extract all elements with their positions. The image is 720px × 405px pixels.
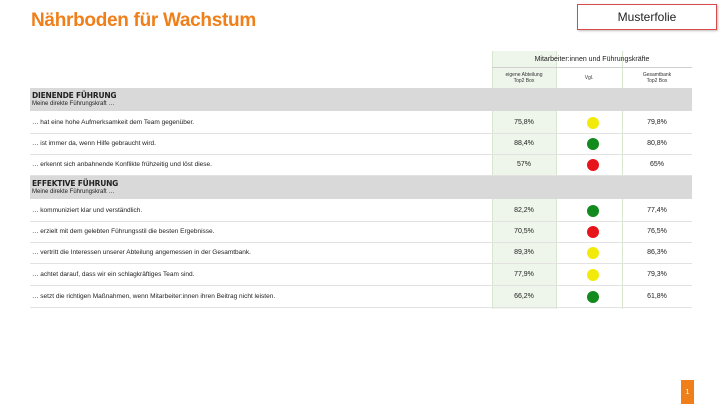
column-header-own-line1: eigene Abteilung [505,72,543,78]
bank-value: 61,8% [647,293,667,300]
column-header-bank [622,69,692,87]
section-header [30,88,692,111]
bank-value: 79,8% [647,119,667,126]
status-red-icon [587,159,599,171]
table-row [30,155,692,176]
bank-value: 77,4% [647,207,667,214]
table-row [30,243,692,264]
table-row [30,287,692,308]
musterfolie-badge: Musterfolie [577,4,717,30]
bank-value: 79,3% [647,271,667,278]
column-header-own-department [492,69,556,87]
own-department-value: 70,5% [514,228,534,235]
row-label: … vertritt die Interessen unserer Abteilung angemessen in der Gesamtbank. [32,249,251,256]
status-yellow-icon [587,117,599,129]
section-subtitle: Meine direkte Führungskraft … [32,101,115,107]
section-title: EFFEKTIVE FÜHRUNG [32,179,119,188]
status-green-icon [587,291,599,303]
table-row [30,201,692,222]
table-row [30,134,692,155]
bank-value: 76,5% [647,228,667,235]
row-label: … ist immer da, wenn Hilfe gebraucht wird. [32,140,156,147]
own-department-value: 88,4% [514,140,534,147]
own-department-value: 77,9% [514,271,534,278]
row-label: … erzielt mit dem gelebten Führungsstil die besten Ergebnisse. [32,228,215,235]
column-header-comparison-label: Vgl. [584,75,594,81]
bank-value: 86,3% [647,249,667,256]
row-label: … setzt die richtigen Maßnahmen, wenn Mitarbeiter:innen ihren Beitrag nicht leisten. [32,293,276,300]
row-label: … kommuniziert klar und verständlich. [32,207,143,214]
table-row [30,265,692,286]
section-header [30,176,692,199]
table-row [30,222,692,243]
own-department-value: 57% [516,161,531,168]
own-department-value: 66,2% [514,293,534,300]
row-label: … erkennt sich anbahnende Konflikte frühzeitig und löst diese. [32,161,212,168]
section-title: DIENENDE FÜHRUNG [32,91,117,100]
bank-value: 65% [649,161,664,168]
column-header-comparison [556,69,622,87]
slide-title: Nährboden für Wachstum [31,10,256,31]
own-department-value: 89,3% [514,249,534,256]
table-row [30,113,692,134]
page-number: 1 [681,380,694,404]
column-header-bank-line2: Top2 Box [646,78,668,84]
section-subtitle: Meine direkte Führungskraft … [32,189,115,195]
status-yellow-icon [587,247,599,259]
own-department-value: 82,2% [514,207,534,214]
column-header-own-line2: Top2 Box [513,78,535,84]
column-header-bank-line1: Gesamtbank [642,72,672,78]
own-department-value: 75,8% [514,119,534,126]
status-yellow-icon [587,269,599,281]
row-label: … hat eine hohe Aufmerksamkeit dem Team gegenüber. [32,119,195,126]
status-green-icon [587,205,599,217]
status-green-icon [587,138,599,150]
bank-value: 80,8% [647,140,667,147]
row-label: … achtet darauf, dass wir ein schlagkräftiges Team sind. [32,271,195,278]
table-header-group: Mitarbeiter:innen und Führungskräfte [492,51,692,68]
status-red-icon [587,226,599,238]
